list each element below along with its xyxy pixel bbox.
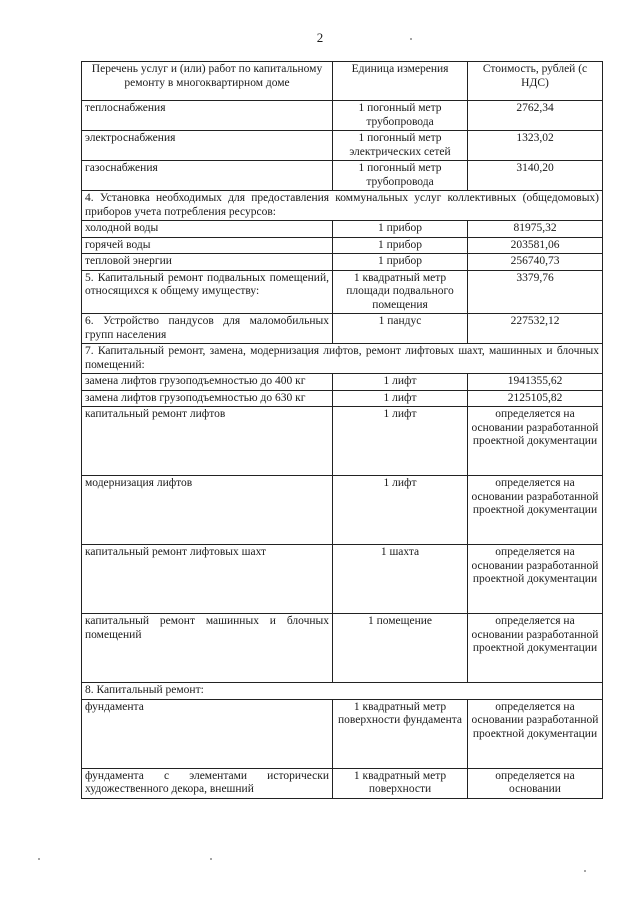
service-unit: 1 помещение [333, 614, 468, 683]
service-name: фундамента с элементами исторически художественного декора, внешний [82, 768, 333, 798]
service-unit: 1 прибор [333, 237, 468, 254]
service-cost: 203581,06 [468, 237, 603, 254]
service-cost: 1323,02 [468, 131, 603, 161]
service-unit: 1 прибор [333, 221, 468, 238]
table-row [82, 699, 603, 768]
table-row [82, 390, 603, 407]
service-unit: 1 прибор [333, 254, 468, 271]
header-cost: Стоимость, рублей (с НДС) [468, 62, 603, 101]
service-unit: 1 квадратный метр площади подвального помещения [333, 270, 468, 314]
service-cost: определяется на основании разработанной проектной документации [468, 407, 603, 476]
service-name: теплоснабжения [82, 101, 333, 131]
service-name: электроснабжения [82, 131, 333, 161]
service-cost: 227532,12 [468, 314, 603, 344]
table-row [82, 221, 603, 238]
service-unit: 1 лифт [333, 407, 468, 476]
service-name: капитальный ремонт лифтовых шахт [82, 545, 333, 614]
service-name: холодной воды [82, 221, 333, 238]
table-row [82, 768, 603, 798]
service-name: 5. Капитальный ремонт подвальных помещений, относящихся к общему имуществу: [82, 270, 333, 314]
service-unit: 1 квадратный метр поверхности [333, 768, 468, 798]
service-name: тепловой энергии [82, 254, 333, 271]
header-unit: Единица измерения [333, 62, 468, 101]
service-name: замена лифтов грузоподъемностью до 400 кг [82, 374, 333, 391]
service-unit: 1 погонный метр электрических сетей [333, 131, 468, 161]
section-row [82, 344, 603, 374]
table-row [82, 374, 603, 391]
page-number: 2 [316, 30, 324, 45]
service-cost: определяется на основании разработанной проектной документации [468, 699, 603, 768]
services-cost-table [81, 61, 603, 799]
table-row [82, 476, 603, 545]
table-row [82, 545, 603, 614]
service-name: замена лифтов грузоподъемностью до 630 кг [82, 390, 333, 407]
service-name: 6. Устройство пандусов для маломобильных групп населения [82, 314, 333, 344]
service-cost: определяется на основании разработанной проектной документации [468, 476, 603, 545]
table-row [82, 270, 603, 314]
service-cost: 2125105,82 [468, 390, 603, 407]
service-cost: 81975,32 [468, 221, 603, 238]
section-heading: 4. Установка необходимых для предоставления коммунальных услуг коллективных (общедомовых) приборов учета потребления ресурсов: [82, 191, 603, 221]
table-row [82, 314, 603, 344]
scan-speck [210, 858, 212, 860]
section-row [82, 683, 603, 700]
scan-speck [410, 38, 412, 40]
table-row [82, 237, 603, 254]
table-header-row [82, 62, 603, 101]
service-cost: определяется на основании разработанной проектной документации [468, 545, 603, 614]
table-row [82, 254, 603, 271]
service-unit: 1 лифт [333, 374, 468, 391]
service-cost: определяется на основании разработанной проектной документации [468, 614, 603, 683]
service-cost: 1941355,62 [468, 374, 603, 391]
service-name: горячей воды [82, 237, 333, 254]
table-row [82, 131, 603, 161]
service-name: капитальный ремонт лифтов [82, 407, 333, 476]
section-heading: 7. Капитальный ремонт, замена, модернизация лифтов, ремонт лифтовых шахт, машинных и блочных помещений: [82, 344, 603, 374]
service-unit: 1 погонный метр трубопровода [333, 161, 468, 191]
service-name: газоснабжения [82, 161, 333, 191]
table-row [82, 407, 603, 476]
header-services: Перечень услуг и (или) работ по капитальному ремонту в многоквартирном доме [82, 62, 333, 101]
service-cost: определяется на основании [468, 768, 603, 798]
service-unit: 1 шахта [333, 545, 468, 614]
service-cost: 3140,20 [468, 161, 603, 191]
table-row [82, 101, 603, 131]
service-cost: 256740,73 [468, 254, 603, 271]
section-heading: 8. Капитальный ремонт: [82, 683, 603, 700]
service-cost: 3379,76 [468, 270, 603, 314]
service-name: фундамента [82, 699, 333, 768]
service-unit: 1 пандус [333, 314, 468, 344]
table-row [82, 161, 603, 191]
table-row [82, 614, 603, 683]
service-unit: 1 лифт [333, 390, 468, 407]
scan-speck [38, 858, 40, 860]
service-unit: 1 погонный метр трубопровода [333, 101, 468, 131]
service-unit: 1 квадратный метр поверхности фундамента [333, 699, 468, 768]
scan-speck [584, 870, 586, 872]
service-cost: 2762,34 [468, 101, 603, 131]
service-name: модернизация лифтов [82, 476, 333, 545]
service-name: капитальный ремонт машинных и блочных помещений [82, 614, 333, 683]
section-row [82, 191, 603, 221]
service-unit: 1 лифт [333, 476, 468, 545]
